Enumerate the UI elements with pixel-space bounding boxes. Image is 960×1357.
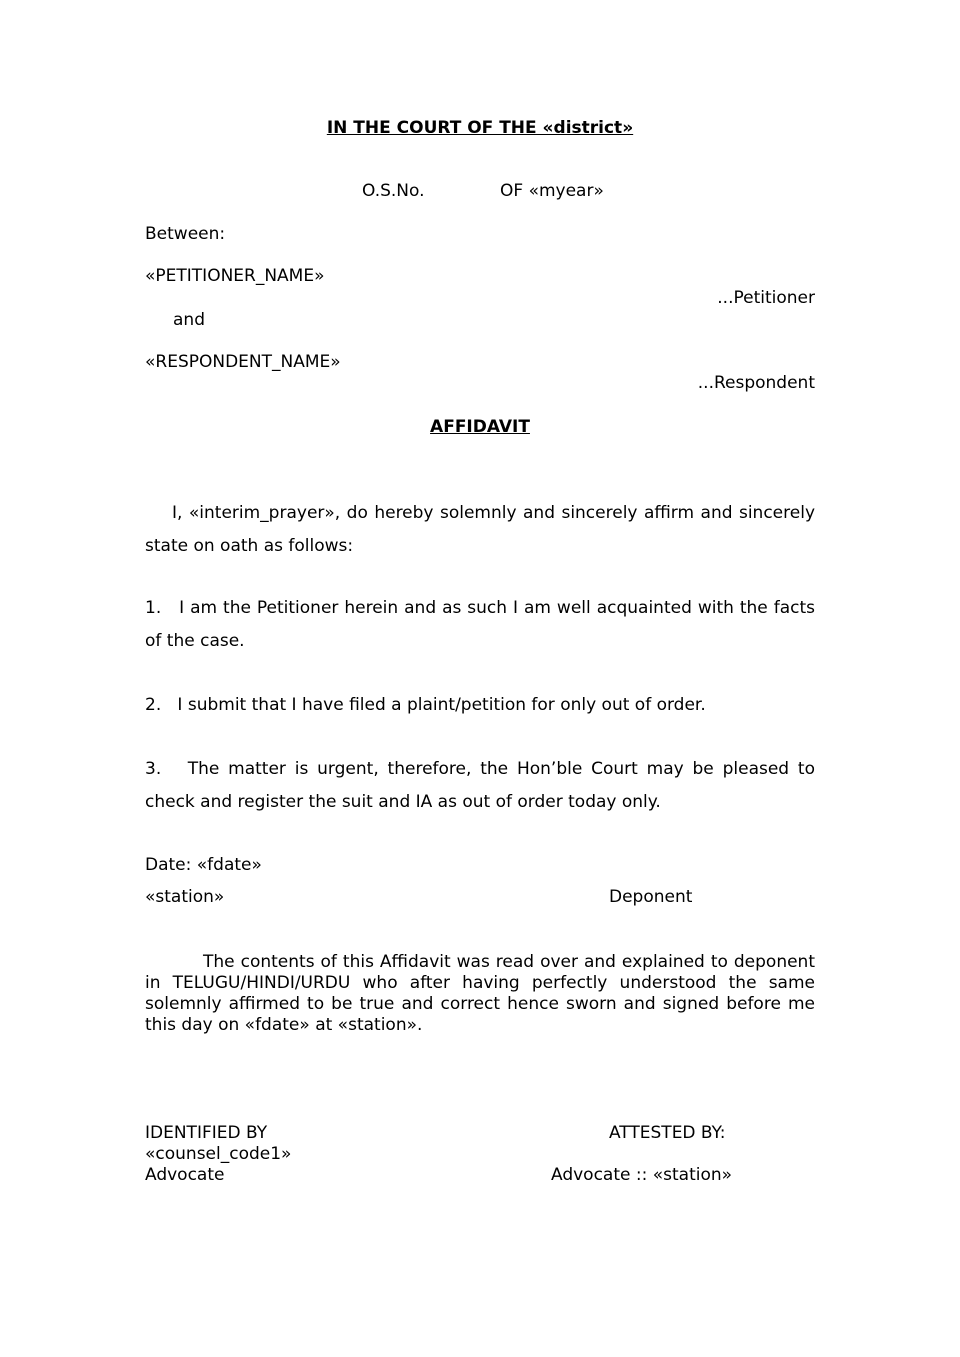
case-year: OF «myear»	[500, 181, 604, 201]
advocate-left-label: Advocate	[145, 1165, 225, 1185]
respondent-role: ...Respondent	[697, 373, 815, 393]
point-1: 1. I am the Petitioner herein and as such I am well acquainted with the facts of the case.	[145, 598, 815, 651]
date-line: Date: «fdate»	[145, 855, 262, 875]
point-3: 3. The matter is urgent, therefore, the Hon’ble Court may be pleased to check and register the suit and IA as out of order today only.	[145, 759, 815, 812]
court-title: IN THE COURT OF THE «district»	[326, 118, 634, 138]
advocate-right-label: Advocate :: «station»	[551, 1165, 733, 1185]
identified-by-label: IDENTIFIED BY	[145, 1123, 268, 1143]
petitioner-name: «PETITIONER_NAME»	[145, 266, 325, 286]
deponent-label: Deponent	[609, 887, 693, 907]
petitioner-role: ...Petitioner	[717, 288, 815, 308]
station-line: «station»	[145, 887, 225, 907]
counsel-code: «counsel_code1»	[145, 1144, 292, 1164]
respondent-name: «RESPONDENT_NAME»	[145, 352, 341, 372]
and-label: and	[173, 310, 205, 330]
attested-by-label: ATTESTED BY:	[609, 1123, 726, 1143]
intro-paragraph: I, «interim_prayer», do hereby solemnly and sincerely affirm and sincerely state on oath as follows:	[145, 503, 815, 556]
between-label: Between:	[145, 224, 226, 244]
attestation-paragraph: The contents of this Affidavit was read over and explained to deponent in TELUGU/HINDI/URDU who after having perfectly understood the same solemnly affirmed to be true and correct hence sworn and signed before me this day on «fdate» at «station».	[145, 952, 815, 1035]
point-2: 2. I submit that I have filed a plaint/petition for only out of order.	[145, 695, 706, 715]
affidavit-title: AFFIDAVIT	[430, 417, 530, 437]
case-number-label: O.S.No.	[362, 181, 425, 201]
